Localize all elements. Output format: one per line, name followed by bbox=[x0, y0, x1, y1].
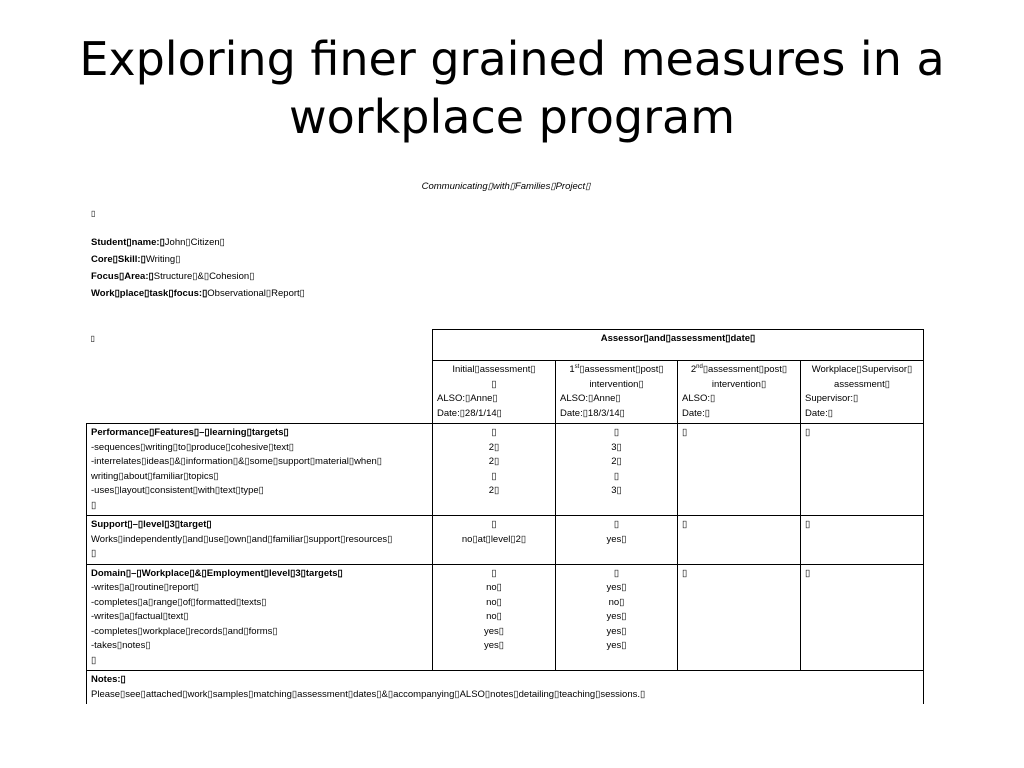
table-group-header-row bbox=[87, 330, 924, 361]
assessor-date-header: Assessor▯and▯assessment▯date▯ bbox=[433, 330, 924, 361]
notes-row bbox=[87, 671, 924, 705]
column-header-first-post: 1st▯assessment▯post▯ intervention▯ ALSO:▯Anne▯ Date:▯18/3/14▯ bbox=[556, 361, 678, 424]
project-title: Communicating▯with▯Families▯Project▯ bbox=[421, 181, 591, 192]
table-row bbox=[87, 516, 924, 565]
table-column-header-row bbox=[87, 361, 924, 424]
performance-supervisor-scores: ▯ bbox=[801, 424, 924, 516]
performance-features-cell: Performance▯Features▯–▯learning▯targets▯ -sequences▯writing▯to▯produce▯cohesive▯text▯ -interrelates▯ideas▯&▯information▯&▯some▯support▯material▯when▯ writing▯about▯familiar▯topics▯ -uses▯layout▯consistent▯with▯text▯type▯ ▯ bbox=[87, 424, 433, 516]
meta-task-focus: Work▯place▯task▯focus:▯Observational▯Report▯ bbox=[91, 288, 305, 299]
notes-cell bbox=[87, 671, 924, 705]
blank-marker: ▯ bbox=[91, 209, 96, 218]
domain-first-post-results: ▯ yes▯ no▯ yes▯ yes▯ yes▯ bbox=[556, 564, 678, 671]
column-header-supervisor: Workplace▯Supervisor▯ assessment▯ Supervisor:▯ Date:▯ bbox=[801, 361, 924, 424]
header-spacer-cell bbox=[87, 361, 433, 424]
meta-focus-area: Focus▯Area:▯Structure▯&▯Cohesion▯ bbox=[91, 271, 255, 282]
support-initial-result: ▯ no▯at▯level▯2▯ bbox=[433, 516, 556, 565]
header-blank-cell: ▯ bbox=[90, 333, 95, 343]
domain-targets-cell: Domain▯–▯Workplace▯&▯Employment▯level▯3▯targets▯ -writes▯a▯routine▯report▯ -completes▯a▯range▯of▯formatted▯texts▯ -writes▯a▯factual▯text▯ -completes▯workplace▯records▯and▯forms▯ -takes▯notes▯ ▯ bbox=[87, 564, 433, 671]
domain-second-post-results: ▯ bbox=[678, 564, 801, 671]
support-second-post-result: ▯ bbox=[678, 516, 801, 565]
domain-initial-results: ▯ no▯ no▯ no▯ yes▯ yes▯ bbox=[433, 564, 556, 671]
slide-title bbox=[40, 30, 984, 146]
assessment-table bbox=[86, 329, 924, 704]
student-meta bbox=[86, 234, 926, 302]
slide-title-line-1: Exploring finer grained measures in a bbox=[79, 32, 945, 86]
slide-title-line-2: workplace program bbox=[288, 90, 736, 144]
notes-label: Notes:▯ bbox=[91, 674, 126, 685]
support-first-post-result: ▯ yes▯ bbox=[556, 516, 678, 565]
support-supervisor-result: ▯ bbox=[801, 516, 924, 565]
meta-core-skill: Core▯Skill:▯Writing▯ bbox=[91, 254, 181, 265]
column-header-second-post: 2nd▯assessment▯post▯ intervention▯ ALSO:▯ Date:▯ bbox=[678, 361, 801, 424]
column-header-initial: Initial▯assessment▯ ▯ ALSO:▯Anne▯ Date:▯28/1/14▯ bbox=[433, 361, 556, 424]
table-row bbox=[87, 564, 924, 671]
notes-text: Please▯see▯attached▯work▯samples▯matching▯assessment▯dates▯&▯accompanying▯ALSO▯notes▯detailing▯teaching▯sessions.▯ bbox=[91, 688, 646, 700]
performance-second-post-scores: ▯ bbox=[678, 424, 801, 516]
support-level-cell: Support▯–▯level▯3▯target▯ Works▯independently▯and▯use▯own▯and▯familiar▯support▯resources▯ ▯ bbox=[87, 516, 433, 565]
performance-initial-scores: ▯ 2▯ 2▯ ▯ 2▯ bbox=[433, 424, 556, 516]
meta-student-name: Student▯name:▯John▯Citizen▯ bbox=[91, 237, 225, 248]
performance-first-post-scores: ▯ 3▯ 2▯ ▯ 3▯ bbox=[556, 424, 678, 516]
domain-supervisor-results: ▯ bbox=[801, 564, 924, 671]
table-row bbox=[87, 424, 924, 516]
assessment-document bbox=[86, 176, 926, 700]
